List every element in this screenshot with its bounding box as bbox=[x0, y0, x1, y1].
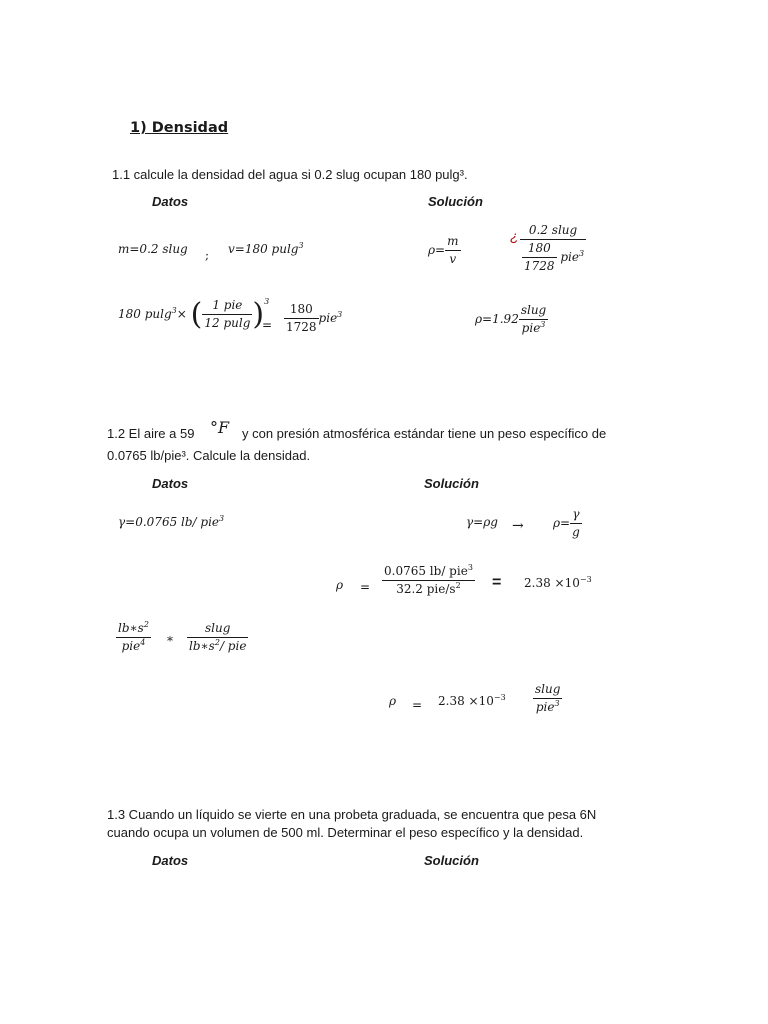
p2-rho-symbol: ρ bbox=[336, 578, 344, 592]
p2-big-equals: = bbox=[492, 574, 502, 591]
p3-solucion-label: Solución bbox=[424, 853, 479, 868]
problem-3-statement-a: 1.3 Cuando un líquido se vierte en una probeta graduada, se encuentra que pesa 6N bbox=[107, 807, 597, 822]
p2-unit-fraction-b: $\frac{\text{slug}}{lb∗s^2/ pie}$ bbox=[189, 621, 247, 653]
p2-final-units: $\frac{\text{slug}}{pie^3}$ bbox=[535, 682, 561, 714]
p2-density-calculation: $\frac{0.0765 lb/ pie^3}{32.2 pie/s^2}$ bbox=[384, 563, 473, 596]
p1-unit-conversion: 180 pulg$^3$× ( $\frac{\text{1 pie}}{12 pulg}$ )$^3$ bbox=[118, 296, 270, 332]
problem-1-statement: 1.1 calcule la densidad del agua si 0.2 slug ocupan 180 pulg³. bbox=[112, 167, 468, 182]
p1-volume-equation: v=180 pulg$^3$ bbox=[228, 241, 304, 256]
problem-2-statement-c: 0.0765 lb/pie³. Calcule la densidad. bbox=[107, 448, 311, 463]
p2-equals-final: = bbox=[412, 698, 423, 712]
p2-gamma-relation: γ=ρg bbox=[466, 515, 498, 529]
p2-rho-final: ρ bbox=[389, 694, 397, 708]
p1-separator: ; bbox=[205, 248, 210, 262]
p2-equals: = bbox=[360, 580, 371, 594]
p2-datos-label: Datos bbox=[152, 476, 189, 491]
p2-solucion-label: Solución bbox=[424, 476, 479, 491]
p2-fahrenheit-symbol: °F bbox=[210, 418, 230, 437]
problem-2-statement-a: 1.2 El aire a 59 bbox=[107, 426, 195, 441]
p2-multiply-star: * bbox=[167, 634, 173, 648]
p1-mass-equation: m=0.2 slug bbox=[118, 242, 188, 256]
p1-conversion-equals: = bbox=[262, 318, 273, 332]
p1-conversion-result: $\frac{180}{1728}$ pie$^3$ bbox=[286, 302, 343, 334]
p1-error-glyph: ¿ bbox=[510, 228, 519, 244]
p2-density-result: $2.38 \times 10^{-3}$ bbox=[524, 575, 592, 590]
p2-arrow: → bbox=[512, 518, 524, 534]
p1-solucion-label: Solución bbox=[428, 194, 483, 209]
p3-datos-label: Datos bbox=[152, 853, 189, 868]
problem-3-statement-b: cuando ocupa un volumen de 500 ml. Determinar el peso específico y la densidad. bbox=[107, 825, 584, 840]
p2-density-formula: ρ= $\frac{\gamma}{g}$ bbox=[553, 507, 580, 539]
p1-datos-label: Datos bbox=[152, 194, 189, 209]
p2-unit-fraction-a: $\frac{lb∗s^2}{pie^4}$ bbox=[118, 620, 149, 653]
section-title: 1) Densidad bbox=[130, 120, 229, 136]
p1-density-definition: ρ= $\frac{m}{v}$ bbox=[428, 234, 459, 266]
p1-density-result: ρ=1.92 $\frac{\text{slug}}{pie^3}$ bbox=[475, 303, 547, 335]
problem-2-statement-b: y con presión atmosférica estándar tiene un peso específico de bbox=[242, 426, 607, 441]
p2-specific-weight: γ=0.0765 lb/ pie$^3$ bbox=[118, 514, 225, 529]
p1-density-substitution: 0.2 slug $\frac{180}{1728}$ pie$^3$ bbox=[520, 222, 586, 275]
p2-final-value: $2.38 \times 10^{-3}$ bbox=[438, 693, 506, 708]
